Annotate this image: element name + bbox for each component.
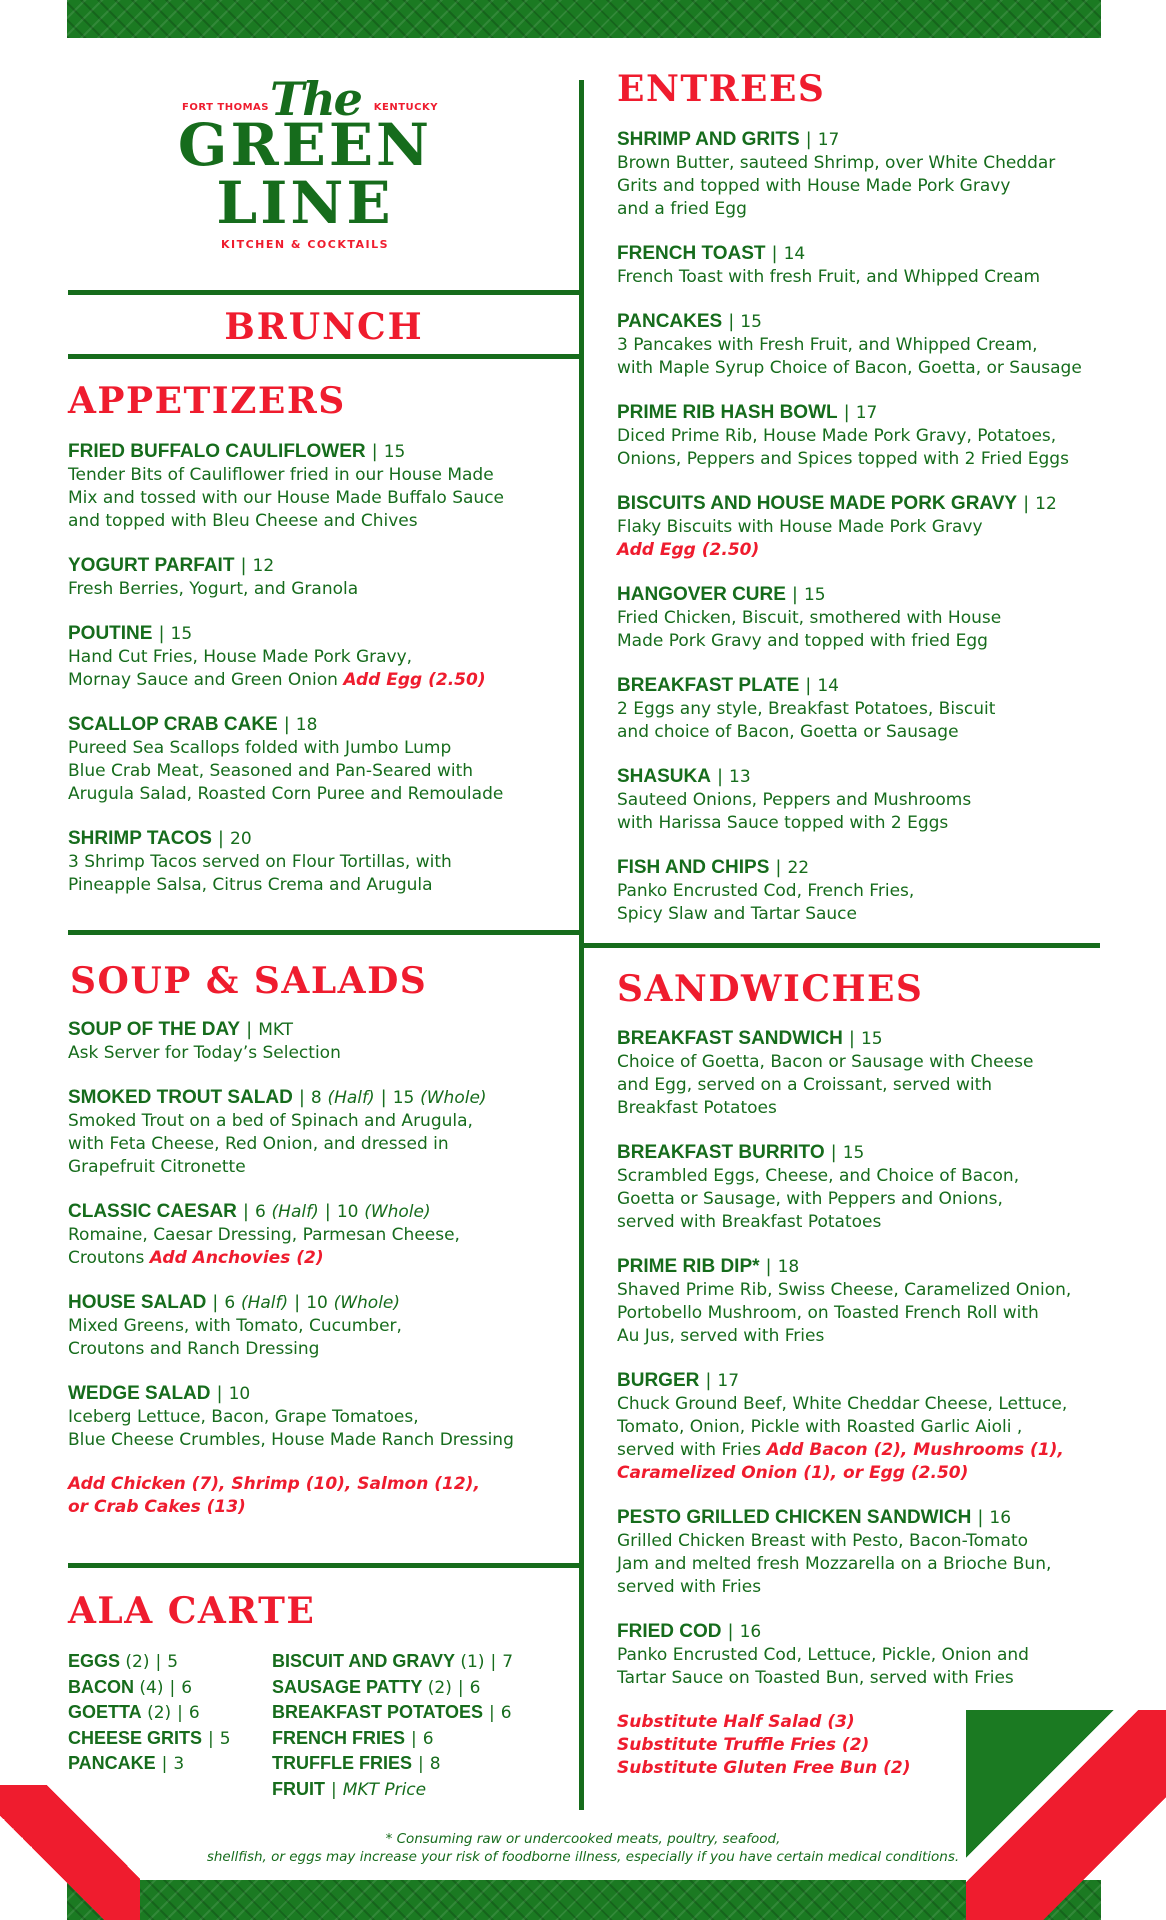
menu-item (68, 554, 576, 601)
menu-item-name: SMOKED TROUT SALAD (68, 1087, 293, 1108)
separator: | (765, 1256, 772, 1277)
add-on-option: Add Egg (2.50) (617, 540, 760, 560)
menu-item-description: Panko Encrusted Cod, Lettuce, Pickle, Onion and (617, 1645, 1029, 1665)
entrees-heading: ENTREES (617, 68, 826, 110)
menu-item-description: Mixed Greens, with Tomato, Cucumber, (68, 1316, 402, 1336)
menu-item-name: POUTINE (68, 623, 153, 644)
brunch-heading: BRUNCH (224, 306, 424, 348)
menu-item-description: with Harissa Sauce topped with 2 Eggs (617, 813, 949, 833)
add-on-option: Caramelized Onion (1), or Egg (2.50) (617, 1463, 969, 1483)
menu-item (617, 492, 1097, 562)
menu-item-header (617, 674, 1097, 698)
ala-carte-item (272, 1700, 513, 1726)
appetizers-list (68, 440, 576, 918)
menu-item-header (617, 856, 1097, 880)
menu-item-description: Blue Crab Meat, Seasoned and Pan-Seared with (68, 761, 474, 781)
menu-item-description: Fresh Berries, Yogurt, and Granola (68, 579, 359, 599)
ala-carte-price: 6 (181, 1677, 193, 1698)
menu-item-description: Fried Chicken, Biscuit, smothered with House (617, 608, 1002, 628)
ala-carte-name: BISCUIT AND GRAVY (272, 1651, 456, 1671)
ala-carte-price: 7 (502, 1652, 514, 1672)
menu-item-description: Smoked Trout on a bed of Spinach and Arugula, (68, 1111, 473, 1131)
appetizers-heading: APPETIZERS (68, 380, 346, 422)
menu-item-price: 15 (842, 1143, 865, 1163)
ala-carte-name: TRUFFLE FRIES (272, 1753, 412, 1773)
menu-item-description: Portobello Mushroom, on Toasted French Roll with (617, 1303, 1039, 1323)
portion-label: (Whole) (364, 1202, 431, 1222)
menu-item-name: BISCUITS AND HOUSE MADE PORK GRAVY (617, 493, 1018, 514)
menu-item-header (617, 765, 1097, 789)
ala-carte-item (68, 1700, 231, 1726)
ala-carte-qty: (2) (147, 1703, 172, 1723)
separator: | (977, 1507, 984, 1528)
menu-item-description: French Toast with fresh Fruit, and Whipped Cream (617, 267, 1041, 287)
menu-item (68, 440, 576, 533)
menu-item (617, 1369, 1097, 1485)
menu-item-price: 15 (170, 624, 193, 644)
menu-item-header (617, 128, 1097, 152)
ala-carte-name: BACON (68, 1676, 134, 1697)
menu-item-name: BREAKFAST BURRITO (617, 1142, 825, 1163)
menu-item-description: Blue Cheese Crumbles, House Made Ranch Dressing (68, 1430, 514, 1450)
menu-item-description: served with Fries (617, 1577, 762, 1597)
separator: | (489, 1703, 495, 1723)
ala-carte-item (68, 1675, 231, 1701)
sandwiches-heading: SANDWICHES (617, 968, 924, 1010)
menu-item-name: PRIME RIB DIP* (617, 1256, 760, 1277)
bottom-pattern-band (67, 1880, 1101, 1920)
menu-item-header (617, 1027, 1097, 1051)
menu-item (617, 401, 1097, 471)
separator: | (240, 555, 247, 576)
separator: | (411, 1728, 417, 1749)
menu-item-header (617, 1506, 1097, 1530)
menu-item-price: 14 (783, 244, 806, 264)
food-safety-disclaimer (150, 1830, 1016, 1866)
portion-label: (Half) (271, 1202, 319, 1222)
menu-item-price: 14 (817, 676, 839, 696)
separator: | (848, 1028, 855, 1049)
menu-item-name: SHRIMP AND GRITS (617, 129, 800, 150)
menu-item-price: 10 (228, 1384, 251, 1404)
ala-carte-heading: ALA CARTE (68, 1590, 316, 1632)
menu-item-description: Onions, Peppers and Spices topped with 2 Fried Eggs (617, 449, 1069, 469)
menu-item-header (617, 1620, 1097, 1644)
separator: | (1023, 493, 1030, 514)
menu-item-description: Ask Server for Today’s Selection (68, 1043, 341, 1063)
menu-item-price: 18 (295, 715, 318, 735)
add-on-option: Add Anchovies (2) (149, 1248, 324, 1268)
menu-item-name: SHRIMP TACOS (68, 828, 212, 849)
menu-item-price-whole: 15 (392, 1088, 415, 1108)
menu-item-header (617, 1369, 1097, 1393)
menu-item (617, 128, 1097, 221)
separator: | (155, 1652, 162, 1672)
menu-item-price: 15 (860, 1029, 883, 1049)
separator: | (418, 1754, 424, 1774)
menu-item-name: CLASSIC CAESAR (68, 1201, 237, 1222)
portion-label: (Whole) (420, 1088, 487, 1108)
menu-item-description: Mix and tossed with our House Made Buffalo Sauce (68, 488, 505, 508)
ala-carte-name: FRENCH FRIES (272, 1727, 406, 1748)
ala-carte-item (272, 1675, 513, 1701)
ala-carte-name: EGGS (68, 1651, 121, 1671)
protein-add-on-note: Add Chicken (7), Shrimp (10), Salmon (12), or Crab Cakes (13) (68, 1474, 480, 1517)
menu-item-price: 15 (383, 442, 406, 462)
menu-item-header (68, 1086, 576, 1110)
separator: | (246, 1019, 253, 1040)
menu-item-price: 16 (989, 1508, 1012, 1528)
menu-item-description: Pineapple Salsa, Citrus Crema and Arugula (68, 875, 433, 895)
menu-item-description: and choice of Bacon, Goetta or Sausage (617, 722, 959, 742)
menu-item-header (617, 583, 1097, 607)
menu-item (617, 1141, 1097, 1234)
menu-item-description: Spicy Slaw and Tartar Sauce (617, 904, 857, 924)
menu-item-price: 16 (739, 1622, 762, 1642)
separator: | (158, 623, 165, 644)
separator: | (294, 1292, 301, 1313)
menu-item-description: Panko Encrusted Cod, French Fries, (617, 881, 915, 901)
menu-item-description: Grits and topped with House Made Pork Gravy (617, 176, 1011, 196)
menu-item-price: 12 (1035, 494, 1057, 514)
menu-item (68, 713, 576, 806)
separator: | (298, 1087, 305, 1108)
menu-item (617, 856, 1097, 926)
ala-carte-col-1 (68, 1649, 231, 1777)
separator: | (775, 857, 782, 878)
menu-item-description: Made Pork Gravy and topped with fried Egg (617, 631, 988, 651)
menu-item-description: Arugula Salad, Roasted Corn Puree and Remoulade (68, 784, 504, 804)
ala-carte-item (272, 1726, 513, 1752)
menu-item-name: FRENCH TOAST (617, 243, 766, 264)
menu-item-description: Shaved Prime Rib, Swiss Cheese, Caramelized Onion, (617, 1280, 1072, 1300)
menu-item-header (68, 1018, 576, 1042)
separator: | (283, 714, 290, 735)
menu-item-description: Diced Prime Rib, House Made Pork Gravy, Potatoes, (617, 426, 1057, 446)
ala-carte-qty: (4) (139, 1677, 164, 1698)
menu-item-description: and Egg, served on a Croissant, served with (617, 1075, 993, 1095)
entrees-list (617, 128, 1097, 947)
menu-item-price: 22 (787, 858, 810, 878)
ala-carte-price: 8 (429, 1754, 441, 1774)
ala-carte-name: FRUIT (272, 1778, 325, 1799)
add-on-option: Add Bacon (2), Mushrooms (1), (766, 1440, 1064, 1460)
soup-salads-heading: SOUP & SALADS (70, 960, 428, 1002)
menu-item-description: Croutons and Ranch Dressing (68, 1339, 320, 1359)
separator: | (805, 675, 812, 696)
menu-item-price: 18 (777, 1257, 800, 1277)
menu-item-description: Au Jus, served with Fries (617, 1326, 825, 1346)
menu-item (617, 674, 1097, 744)
menu-item-name: WEDGE SALAD (68, 1383, 211, 1404)
menu-item-name: FISH AND CHIPS (617, 857, 770, 878)
menu-item-name: PRIME RIB HASH BOWL (617, 402, 838, 423)
menu-item-price: 15 (740, 312, 762, 332)
menu-item-price: 8 (310, 1088, 322, 1108)
logo-tagline: KITCHEN & COCKTAILS (220, 238, 390, 251)
menu-item-name: FRIED COD (617, 1621, 722, 1642)
separator: | (716, 766, 724, 787)
menu-item-header (617, 401, 1097, 425)
menu-item (617, 1506, 1097, 1599)
ala-carte-item (272, 1777, 513, 1803)
menu-item-description: Jam and melted fresh Mozzarella on a Brioche Bun, (617, 1554, 1052, 1574)
menu-item-header (68, 440, 576, 464)
logo-green: GREEN (177, 111, 433, 179)
menu-item-description: served with Breakfast Potatoes (617, 1212, 882, 1232)
menu-item-description: Tomato, Onion, Pickle with Roasted Garlic Aioli , (617, 1417, 1023, 1437)
menu-item (68, 1382, 576, 1452)
separator: | (216, 1383, 223, 1404)
menu-item-description: Choice of Goetta, Bacon or Sausage with Cheese (617, 1052, 1034, 1072)
menu-item-description: Pureed Sea Scallops folded with Jumbo Lump (68, 738, 452, 758)
separator: | (371, 441, 378, 462)
separator: | (169, 1677, 176, 1698)
menu-item-header (68, 827, 576, 851)
menu-item-price: 6 (224, 1293, 236, 1313)
menu-item-name: HANGOVER CURE (617, 584, 786, 605)
menu-item-header (617, 1141, 1097, 1165)
menu-item-header (68, 1382, 576, 1406)
menu-item-description: and a fried Egg (617, 199, 747, 219)
menu-item-description: Romaine, Caesar Dressing, Parmesan Cheese, (68, 1225, 460, 1245)
menu-item-header (68, 554, 576, 578)
divider (68, 1563, 582, 1568)
menu-item-description: Hand Cut Fries, House Made Pork Gravy, (68, 647, 413, 667)
ala-carte-item (272, 1751, 513, 1777)
menu-item-price-whole: 10 (306, 1293, 328, 1313)
substitution-option: Substitute Gluten Free Bun (2) (617, 1758, 911, 1778)
menu-item-price-whole: 10 (336, 1202, 359, 1222)
menu-item-description: Iceberg Lettuce, Bacon, Grape Tomatoes, (68, 1407, 419, 1427)
separator: | (242, 1201, 249, 1222)
menu-item-name: YOGURT PARFAIT (68, 555, 235, 576)
ala-carte-price: 5 (167, 1652, 179, 1672)
menu-item (68, 1200, 576, 1270)
soup-salads-list (68, 1018, 576, 1519)
menu-item-header (68, 622, 576, 646)
portion-label: (Half) (327, 1088, 375, 1108)
menu-item-description: with Maple Syrup Choice of Bacon, Goetta, or Sausage (617, 358, 1082, 378)
separator: | (212, 1292, 219, 1313)
add-on-option: Add Egg (2.50) (343, 670, 486, 690)
divider (68, 930, 582, 935)
restaurant-logo (150, 72, 460, 258)
substitution-option: Substitute Truffle Fries (2) (617, 1735, 870, 1755)
ala-carte-name: CHEESE GRITS (68, 1727, 203, 1748)
menu-item-name: BREAKFAST PLATE (617, 675, 800, 696)
menu-item-name: FRIED BUFFALO CAULIFLOWER (68, 441, 366, 462)
menu-item-description: 2 Eggs any style, Breakfast Potatoes, Biscuit (617, 699, 996, 719)
menu-item-description: with Feta Cheese, Red Onion, and dressed in (68, 1134, 449, 1154)
sandwiches-list (617, 1027, 1097, 1780)
menu-item-description: Grilled Chicken Breast with Pesto, Bacon-Tomato (617, 1531, 1029, 1551)
menu-item-name: SOUP OF THE DAY (68, 1019, 241, 1040)
ala-carte-qty: (1) (460, 1652, 485, 1672)
menu-item-price: 17 (817, 130, 840, 150)
menu-item (617, 1620, 1097, 1690)
menu-item (617, 765, 1097, 835)
menu-item-description: 3 Pancakes with Fresh Fruit, and Whipped Cream, (617, 335, 1038, 355)
menu-item (68, 1291, 576, 1361)
menu-item-description: Flaky Biscuits with House Made Pork Gravy (617, 517, 983, 537)
ala-carte-price: 3 (173, 1754, 185, 1774)
ala-carte-name: BREAKFAST POTATOES (272, 1702, 484, 1722)
menu-item-name: PANCAKES (617, 311, 723, 332)
ala-carte-item (68, 1726, 231, 1752)
menu-item-description: Tartar Sauce on Toasted Bun, served with Fries (617, 1668, 1014, 1688)
menu-item-name: BURGER (617, 1370, 700, 1391)
menu-item-price: 13 (729, 767, 751, 787)
separator: | (843, 402, 850, 423)
menu-item-price: 17 (717, 1371, 740, 1391)
substitution-option: Substitute Half Salad (3) (617, 1712, 855, 1732)
ala-carte-name: PANCAKE (68, 1753, 156, 1773)
menu-item-price: 6 (254, 1202, 266, 1222)
top-pattern-band (67, 0, 1101, 38)
ala-carte-name: SAUSAGE PATTY (272, 1676, 423, 1697)
menu-item-description: Tender Bits of Cauliflower fried in our House Made (68, 465, 494, 485)
menu-item (617, 583, 1097, 653)
divider (68, 354, 582, 359)
menu-item (68, 1086, 576, 1179)
separator: | (805, 129, 812, 150)
disclaimer-line-2: shellfish, or eggs may increase your risk of foodborne illness, especially if you have certain medical conditions. (206, 1849, 960, 1865)
menu-item-price: 12 (252, 556, 275, 576)
menu-item-name: BREAKFAST SANDWICH (617, 1028, 843, 1049)
corner-stripe-left (0, 1785, 140, 1920)
ala-carte-price: 6 (422, 1728, 434, 1749)
portion-label: (Half) (240, 1293, 289, 1313)
ala-carte-item (272, 1649, 513, 1675)
ala-carte-price: 6 (188, 1703, 200, 1723)
menu-item-header (68, 1291, 576, 1315)
separator: | (728, 311, 735, 332)
separator: | (380, 1087, 387, 1108)
menu-item-description: Sauteed Onions, Peppers and Mushrooms (617, 790, 972, 810)
ala-carte-col-2 (272, 1649, 513, 1802)
menu-item-name: SHASUKA (617, 766, 711, 787)
menu-item-header (617, 492, 1097, 516)
menu-item-description: Chuck Ground Beef, White Cheddar Cheese, Lettuce, (617, 1394, 1068, 1414)
portion-label: (Whole) (333, 1293, 401, 1313)
menu-item (68, 1018, 576, 1065)
ala-carte-price: MKT Price (342, 1779, 427, 1800)
menu-item (68, 827, 576, 897)
logo-location-right: KENTUCKY (373, 102, 438, 113)
separator: | (771, 243, 778, 264)
menu-item-description: Mornay Sauce and Green Onion Add Egg (2.50) (68, 670, 486, 690)
menu-item-price: 17 (855, 403, 878, 423)
menu-item-description: and topped with Bleu Cheese and Chives (68, 511, 418, 531)
menu-item (617, 242, 1097, 289)
menu-item-header (617, 310, 1097, 334)
separator: | (705, 1370, 712, 1391)
separator: | (490, 1652, 497, 1672)
ala-carte-qty: (2) (427, 1677, 452, 1698)
menu-item-header (68, 713, 576, 737)
menu-item-description: served with Fries Add Bacon (2), Mushrooms (1), (617, 1440, 1064, 1460)
separator: | (217, 828, 224, 849)
menu-item-price: 15 (803, 585, 826, 605)
menu-item-name: PESTO GRILLED CHICKEN SANDWICH (617, 1507, 972, 1528)
separator: | (331, 1779, 337, 1800)
ala-carte-name: GOETTA (68, 1702, 142, 1722)
logo-the: The (270, 72, 361, 126)
ala-carte-qty: (2) (125, 1652, 150, 1672)
disclaimer-line-1: * Consuming raw or undercooked meats, poultry, seafood, (385, 1831, 781, 1847)
menu-item-description: Breakfast Potatoes (617, 1098, 777, 1118)
substitutions (617, 1711, 1097, 1780)
separator: | (830, 1142, 837, 1163)
ala-carte-price: 5 (219, 1728, 231, 1749)
menu-item-header (68, 1200, 576, 1224)
menu-item-name: SCALLOP CRAB CAKE (68, 714, 278, 735)
menu-item-description: Brown Butter, sauteed Shrimp, over White Cheddar (617, 153, 1056, 173)
separator: | (324, 1201, 331, 1222)
menu-item-description: Croutons Add Anchovies (2) (68, 1248, 324, 1268)
menu-item (617, 1027, 1097, 1120)
ala-carte-item (68, 1649, 231, 1675)
ala-carte-price: 6 (469, 1677, 481, 1698)
separator: | (791, 584, 798, 605)
menu-item-description: Grapefruit Citronette (68, 1157, 246, 1177)
separator: | (208, 1728, 214, 1749)
separator: | (457, 1677, 464, 1698)
separator: | (727, 1621, 734, 1642)
menu-item-name: HOUSE SALAD (68, 1292, 207, 1313)
menu-item-description: Goetta or Sausage, with Peppers and Onions, (617, 1189, 1003, 1209)
separator: | (161, 1754, 168, 1774)
menu-item-description: Scrambled Eggs, Cheese, and Choice of Bacon, (617, 1166, 1020, 1186)
ala-carte-price: 6 (500, 1703, 512, 1723)
menu-item-header (617, 242, 1097, 266)
menu-item-header (617, 1255, 1097, 1279)
menu-item (617, 1255, 1097, 1348)
menu-item (68, 622, 576, 692)
logo-line: LINE (216, 169, 394, 237)
ala-carte-item (68, 1751, 231, 1777)
menu-item-price: MKT (258, 1020, 294, 1040)
menu-item-price: 20 (230, 829, 252, 849)
separator: | (177, 1703, 183, 1723)
divider (68, 290, 582, 295)
menu-item (617, 310, 1097, 380)
menu-item-description: 3 Shrimp Tacos served on Flour Tortillas, with (68, 852, 452, 872)
logo-location-left: FORT THOMAS (182, 102, 269, 113)
